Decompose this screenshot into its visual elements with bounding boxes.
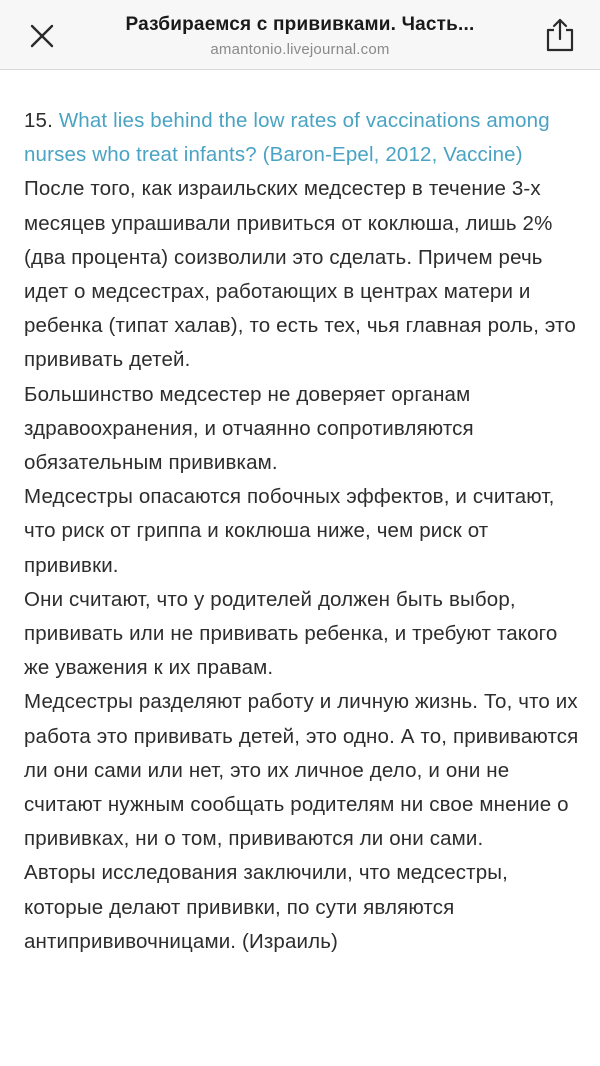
title-block — [80, 12, 520, 61]
paragraph: Они считают, что у родителей должен быть выбор, прививать или не прививать ребенка, и требуют такого же уважения к их правам. — [24, 587, 558, 680]
paragraph: После того, как израильских медсестер в течение 3-х месяцев упрашивали привиться от коклюша, лишь 2% (два процента) соизволили это сделать. Причем речь идет о медсестрах, работающих в центрах матери и ребенка (типат халав), то есть тех, чья главная роль, это прививать детей. — [24, 177, 576, 372]
article-body — [24, 104, 580, 959]
browser-header — [0, 0, 600, 70]
page-url: amantonio.livejournal.com — [210, 41, 390, 58]
article-citation — [24, 104, 580, 172]
paragraph: Медсестры разделяют работу и личную жизнь. То, что их работа это прививать детей, это одно. А то, прививаются ли они сами или нет, это их личное дело, и они не считают нужным сообщать родителям ни свое мнение о прививках, ни о том, прививаются ли они сами. — [24, 690, 579, 851]
close-icon — [29, 23, 55, 49]
share-icon — [543, 17, 577, 53]
citation-link[interactable]: What lies behind the low rates of vaccinations among nurses who treat infants? (Baron-Epel, 2012, Vaccine) — [24, 109, 550, 167]
close-button[interactable] — [22, 16, 62, 56]
item-number: 15. — [24, 109, 53, 132]
paragraph: Медсестры опасаются побочных эффектов, и считают, что риск от гриппа и коклюша ниже, чем риск от прививки. — [24, 485, 555, 577]
share-button[interactable] — [538, 12, 582, 58]
paragraph: Авторы исследования заключили, что медсестры, которые делают прививки, по сути являются антипрививочницами. (Израиль) — [24, 861, 508, 953]
page-title: Разбираемся с прививками. Часть... — [125, 14, 475, 35]
paragraph: Большинство медсестер не доверяет органам здравоохранения, и отчаянно сопротивляются обязательным прививкам. — [24, 382, 474, 475]
